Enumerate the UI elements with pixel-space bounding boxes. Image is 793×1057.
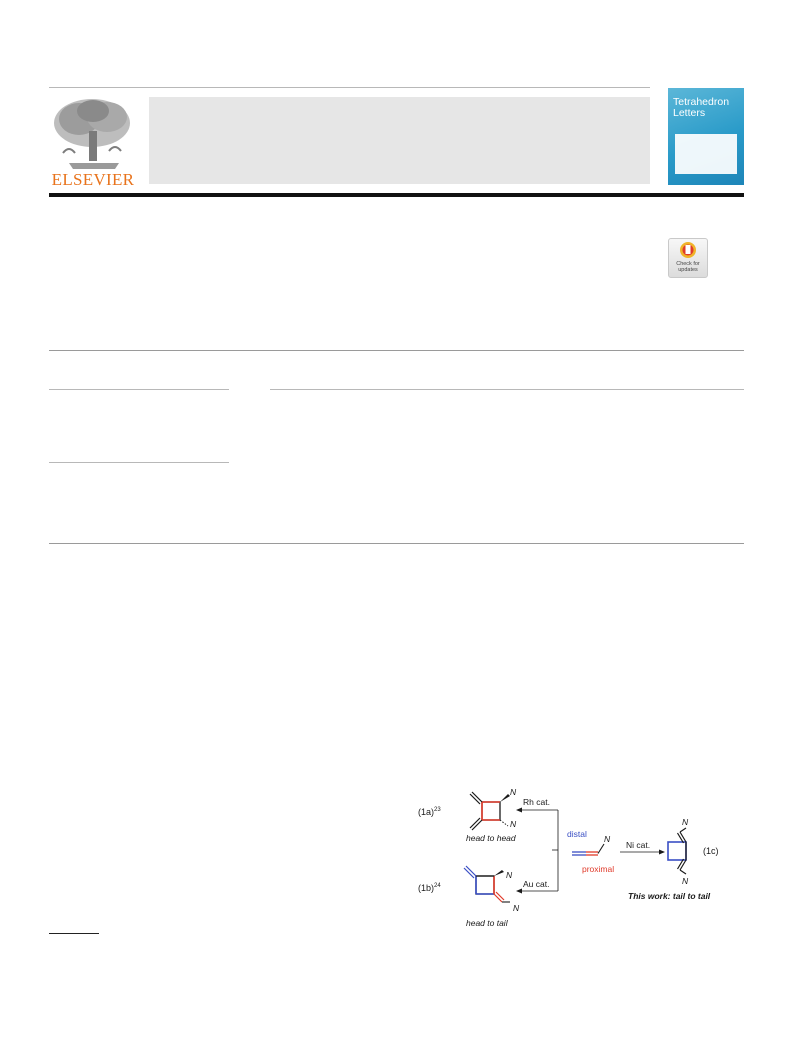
cover-graphic [675,134,737,174]
rh-catalyst-label: Rh cat. [523,797,550,807]
atom-n-1a-bottom: N [510,819,517,829]
tree-icon [49,93,135,173]
label-1a: $(1a)^{23}$ [418,807,441,817]
caption-head-to-tail: head to tail [466,918,508,928]
atom-n-1c-bottom: N [682,876,689,886]
publisher-wordmark: ELSEVIER [51,170,135,189]
keywords-rule [49,462,229,463]
masthead-rule [49,193,744,197]
substrate-allene [572,844,604,855]
product-1c-structure [668,828,686,874]
cover-title-line2: Letters [673,107,706,119]
atom-n-1c-top: N [682,817,689,827]
distal-label: distal [567,829,587,839]
crossmark-label-line1: Check for [676,261,700,267]
caption-head-to-head: head to head [466,833,516,843]
crossmark-icon [669,239,707,261]
crossmark-label-line2: updates [678,267,698,273]
atom-n-1b-top: N [506,870,513,880]
footnote-rule [49,933,99,934]
caption-this-work: This work: tail to tail [628,891,711,901]
atom-n-substrate: N [604,834,611,844]
au-catalyst-label: Au cat. [523,879,550,889]
product-1a-structure [470,792,510,830]
journal-cover [668,88,744,185]
crossmark-label [669,261,707,273]
article-info-left-rule [49,389,229,390]
cover-title [673,97,729,119]
body-rule [49,543,744,544]
product-1b-structure [464,866,510,902]
scheme-figure [410,778,740,938]
ni-catalyst-label: Ni cat. [626,840,651,850]
label-1c: (1c) [703,846,719,856]
header-rule [49,87,650,88]
label-1b: $(1b)^{24}$ [418,883,441,893]
atom-n-1b-bottom: N [513,903,520,913]
article-info-rule [49,350,744,351]
proximal-label: proximal [582,864,615,874]
reaction-scheme [410,778,740,938]
atom-n-1a-top: N [510,787,517,797]
journal-banner [149,97,650,184]
cover-title-line1: Tetrahedron [673,96,730,108]
check-for-updates-button[interactable] [668,238,708,278]
abstract-rule [270,389,744,390]
